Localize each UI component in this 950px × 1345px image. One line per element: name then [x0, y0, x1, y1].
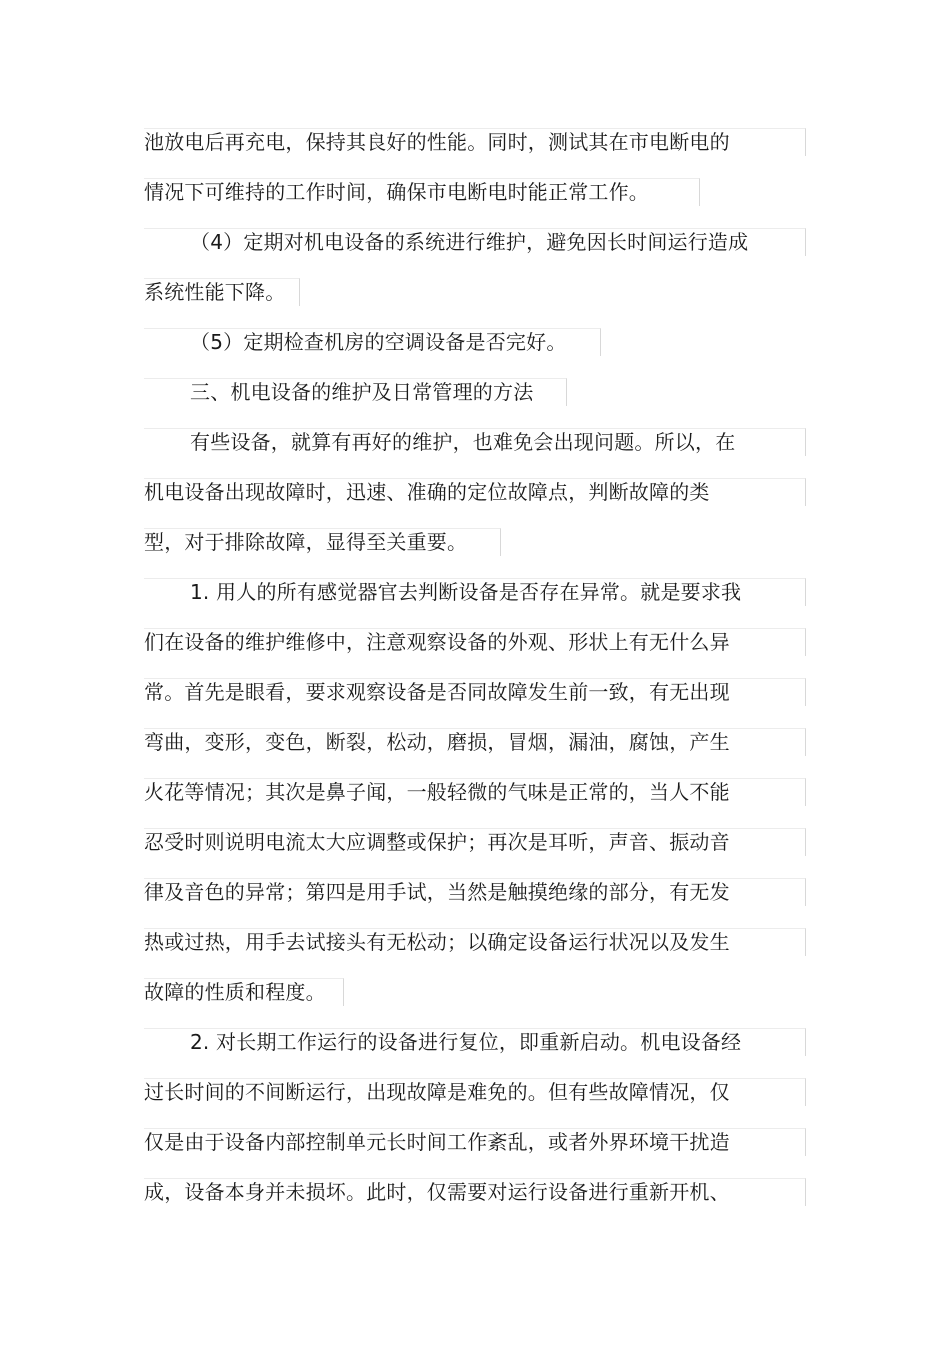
- text-line-content: 1. 用人的所有感觉器官去判断设备是否存在异常。就是要求我: [190, 580, 742, 604]
- text-line: [144, 728, 730, 756]
- text-line: [190, 328, 567, 356]
- text-line-content: 忍受时则说明电流太大应调整或保护；再次是耳听，声音、振动音: [144, 830, 730, 854]
- text-line-content: 池放电后再充电，保持其良好的性能。同时，测试其在市电断电的: [144, 130, 730, 154]
- text-line-content: 成，设备本身并未损坏。此时，仅需要对运行设备进行重新开机、: [144, 1180, 730, 1204]
- text-line-content: （4）定期对机电设备的系统进行维护，避免因长时间运行造成: [190, 230, 749, 254]
- text-line-content: 情况下可维持的工作时间，确保市电断电时能正常工作。: [144, 180, 649, 204]
- text-line-content: 火花等情况；其次是鼻子闻，一般轻微的气味是正常的，当人不能: [144, 780, 730, 804]
- text-line-content: 故障的性质和程度。: [144, 980, 326, 1004]
- text-line: [190, 1028, 741, 1056]
- text-line: [144, 478, 710, 506]
- text-line-content: 有些设备，就算有再好的维护，也难免会出现问题。所以，在: [190, 430, 736, 454]
- text-line-content: 们在设备的维护维修中，注意观察设备的外观、形状上有无什么异: [144, 630, 730, 654]
- text-line: [144, 128, 730, 156]
- text-line: [190, 578, 741, 606]
- text-line: [144, 878, 730, 906]
- text-line: [144, 1078, 730, 1106]
- text-line: [190, 428, 735, 456]
- text-line: [144, 528, 467, 556]
- text-line: [144, 278, 285, 306]
- text-line: [144, 678, 730, 706]
- text-line-content: 弯曲，变形，变色，断裂，松动，磨损，冒烟，漏油，腐蚀，产生: [144, 730, 730, 754]
- text-line-content: 热或过热，用手去试接头有无松动；以确定设备运行状况以及发生: [144, 930, 730, 954]
- text-line: [144, 978, 326, 1006]
- text-line: [190, 228, 748, 256]
- text-line: [144, 928, 730, 956]
- text-line: [144, 828, 730, 856]
- text-line-content: 过长时间的不间断运行，出现故障是难免的。但有些故障情况，仅: [144, 1080, 730, 1104]
- text-line-content: （5）定期检查机房的空调设备是否完好。: [190, 330, 567, 354]
- text-line-content: 型，对于排除故障，显得至关重要。: [144, 530, 468, 554]
- text-line: [144, 1178, 730, 1206]
- text-line: [144, 778, 730, 806]
- text-line: [144, 628, 730, 656]
- text-line-content: 律及音色的异常；第四是用手试，当然是触摸绝缘的部分，有无发: [144, 880, 730, 904]
- text-line: [144, 178, 649, 206]
- text-line-content: 系统性能下降。: [144, 280, 286, 304]
- text-line-content: 常。首先是眼看，要求观察设备是否同故障发生前一致，有无出现: [144, 680, 730, 704]
- text-line-content: 2. 对长期工作运行的设备进行复位，即重新启动。机电设备经: [190, 1030, 742, 1054]
- section-heading-text: 三、机电设备的维护及日常管理的方法: [190, 380, 534, 404]
- text-line: [144, 1128, 730, 1156]
- text-line-content: 机电设备出现故障时，迅速、准确的定位故障点，判断故障的类: [144, 480, 710, 504]
- section-heading: [190, 378, 533, 406]
- text-line-content: 仅是由于设备内部控制单元长时间工作紊乱，或者外界环境干扰造: [144, 1130, 730, 1154]
